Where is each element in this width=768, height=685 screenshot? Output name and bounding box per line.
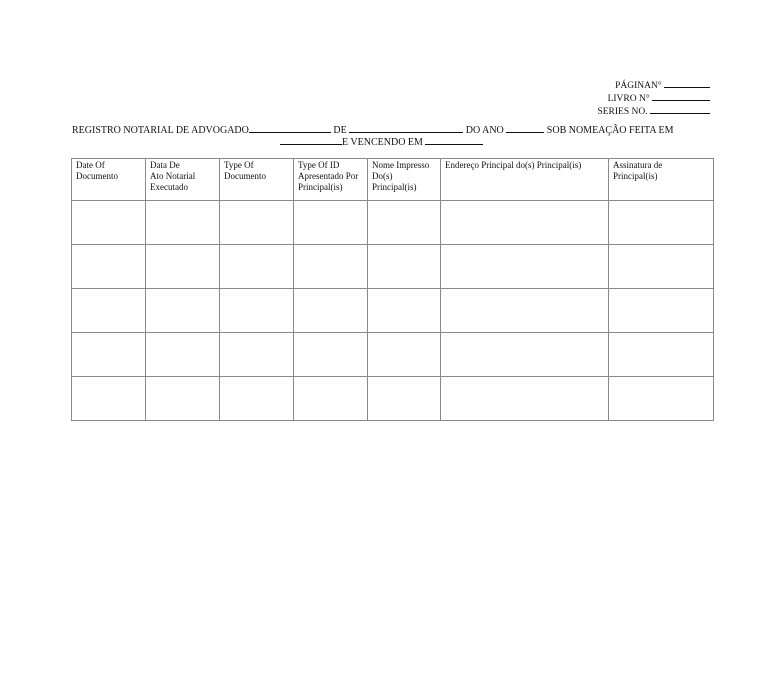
column-header-document-type: Type Of Documento xyxy=(220,159,294,201)
table-cell[interactable] xyxy=(609,201,714,245)
table-cell[interactable] xyxy=(294,289,368,333)
book-number-line xyxy=(597,92,710,105)
location-field[interactable] xyxy=(349,124,463,133)
heading-year-text: DO ANO xyxy=(463,125,507,136)
table-cell[interactable] xyxy=(441,245,609,289)
table-header-row xyxy=(72,159,714,201)
table-row xyxy=(72,289,714,333)
column-header-id-type: Type Of ID Apresentado Por Principal(is) xyxy=(294,159,368,201)
table-cell[interactable] xyxy=(368,289,441,333)
table-cell[interactable] xyxy=(72,201,146,245)
table-cell[interactable] xyxy=(72,333,146,377)
heading-appointment-text: SOB NOMEAÇÃO FEITA EM xyxy=(544,125,674,136)
table-cell[interactable] xyxy=(220,289,294,333)
table-cell[interactable] xyxy=(294,377,368,421)
table-cell[interactable] xyxy=(368,201,441,245)
book-number-label: LIVRO N° xyxy=(607,94,650,104)
table-row xyxy=(72,377,714,421)
table-cell[interactable] xyxy=(220,377,294,421)
appointment-date-field[interactable] xyxy=(280,136,342,145)
table-row xyxy=(72,201,714,245)
heading-title: REGISTRO NOTARIAL DE ADVOGADO xyxy=(72,125,249,136)
table-cell[interactable] xyxy=(368,377,441,421)
column-header-printed-name: Nome Impresso Do(s) Principal(is) xyxy=(368,159,441,201)
table-cell[interactable] xyxy=(220,245,294,289)
table-cell[interactable] xyxy=(220,333,294,377)
table-cell[interactable] xyxy=(609,377,714,421)
series-number-label: SERIES NO. xyxy=(597,107,648,117)
series-number-field[interactable] xyxy=(650,105,710,114)
column-header-notarial-act-date: Data De Ato Notarial Executado xyxy=(146,159,220,201)
table-cell[interactable] xyxy=(609,289,714,333)
table-cell[interactable] xyxy=(368,245,441,289)
heading-de-text: DE xyxy=(330,125,350,136)
page-reference-block xyxy=(597,79,710,118)
table-cell[interactable] xyxy=(609,333,714,377)
book-number-field[interactable] xyxy=(652,92,710,101)
table-cell[interactable] xyxy=(294,201,368,245)
page-number-label: PÁGINAN° xyxy=(615,81,662,91)
table-cell[interactable] xyxy=(441,289,609,333)
column-header-document-date: Date Of Documento xyxy=(72,159,146,201)
table-cell[interactable] xyxy=(220,201,294,245)
table-row xyxy=(72,245,714,289)
table-cell[interactable] xyxy=(368,333,441,377)
table-cell[interactable] xyxy=(146,377,220,421)
table-cell[interactable] xyxy=(294,333,368,377)
heading-expiry-text: E VENCENDO EM xyxy=(342,137,426,148)
year-field[interactable] xyxy=(506,124,544,133)
table-cell[interactable] xyxy=(72,245,146,289)
table-cell[interactable] xyxy=(146,245,220,289)
table-cell[interactable] xyxy=(72,289,146,333)
notarial-register-table xyxy=(71,158,714,421)
table-row xyxy=(72,333,714,377)
table-cell[interactable] xyxy=(146,201,220,245)
heading-line-2 xyxy=(72,136,712,148)
heading-line-1 xyxy=(72,124,712,136)
table-cell[interactable] xyxy=(146,333,220,377)
table-cell[interactable] xyxy=(441,201,609,245)
lawyer-name-field[interactable] xyxy=(249,124,331,133)
table-cell[interactable] xyxy=(441,333,609,377)
column-header-principal-address: Endereço Principal do(s) Principal(is) xyxy=(441,159,609,201)
page-number-field[interactable] xyxy=(664,79,710,88)
table-cell[interactable] xyxy=(609,245,714,289)
table-cell[interactable] xyxy=(146,289,220,333)
register-heading xyxy=(72,124,712,148)
expiry-date-field[interactable] xyxy=(425,136,483,145)
series-number-line xyxy=(597,105,710,118)
page-number-line xyxy=(597,79,710,92)
table-cell[interactable] xyxy=(441,377,609,421)
table-cell[interactable] xyxy=(72,377,146,421)
table-cell[interactable] xyxy=(294,245,368,289)
column-header-signature: Assinatura de Principal(is) xyxy=(609,159,714,201)
